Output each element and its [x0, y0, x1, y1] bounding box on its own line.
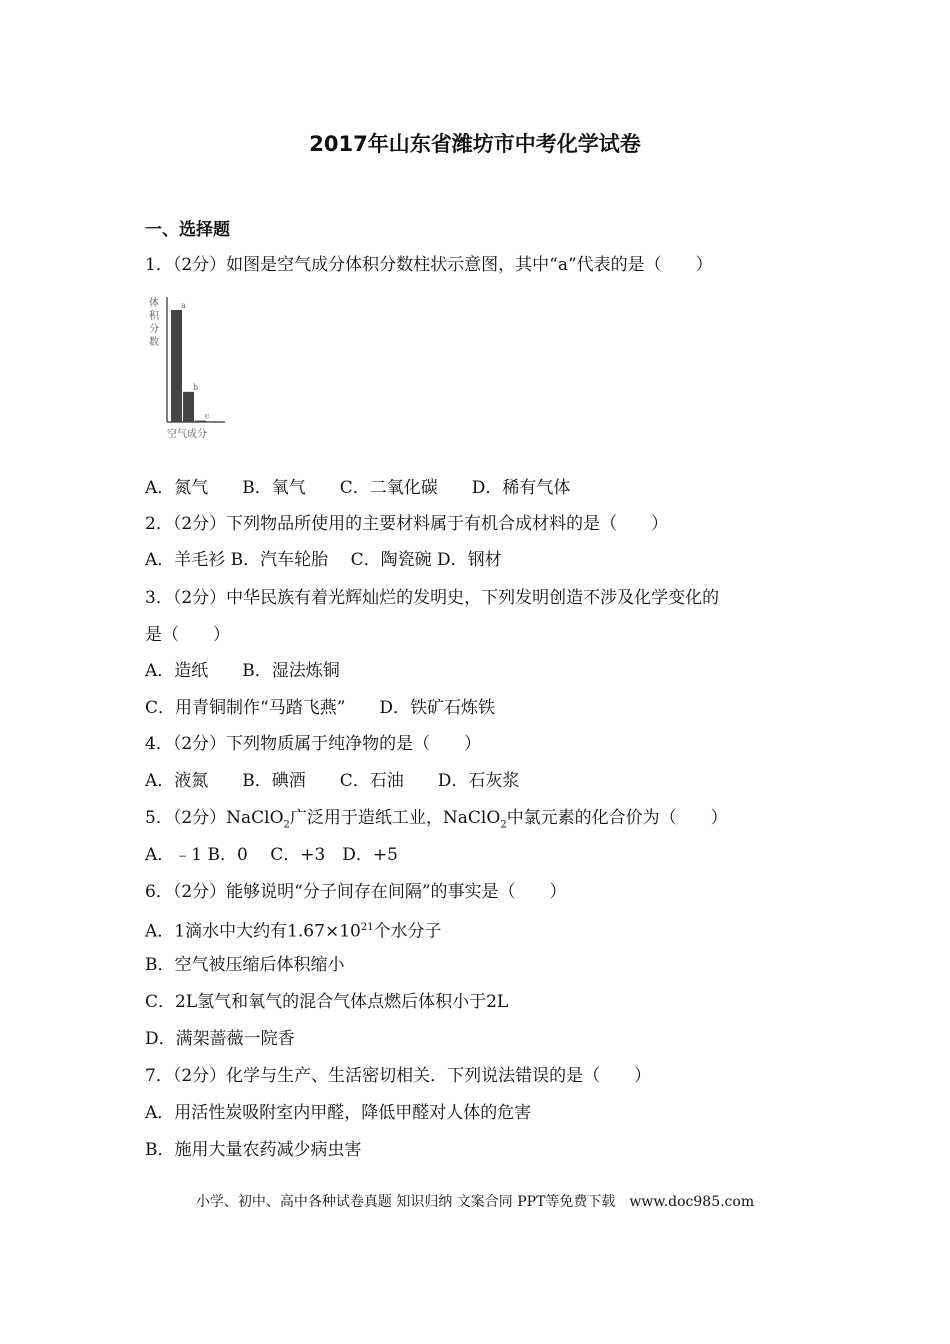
q5-sub1: 2	[283, 819, 290, 831]
bar-label-a: a	[181, 301, 186, 310]
question-4: 4．（2分）下列物质属于纯净物的是（ ）	[145, 734, 482, 754]
ylabel-char: 数	[149, 337, 159, 348]
q5-suffix: 中氯元素的化合价为（ ）	[506, 808, 728, 828]
bar-label-b: b	[193, 382, 199, 392]
chart-xlabel: 空气成分	[167, 429, 207, 440]
q5-middle: 广泛用于造纸工业，NaClO	[289, 808, 501, 828]
question-1-options: A．氮气 B．氧气 C．二氧化碳 D．稀有气体	[145, 478, 571, 498]
section-heading: 一、选择题	[145, 220, 230, 240]
q6-a-post: 个水分子	[373, 921, 442, 942]
ylabel-char: 分	[149, 324, 159, 335]
bar-a	[171, 310, 182, 422]
footer-text: 小学、初中、高中各种试卷真题 知识归纳 文案合同 PPT等免费下载 www.doc985.com	[195, 1194, 755, 1210]
question-5-options: A．﹣1 B．0 C．+3 D．+5	[145, 845, 398, 865]
question-3-options-cd: C．用青铜制作“马踏飞燕” D．铁矿石炼铁	[145, 698, 496, 718]
bar-b	[183, 392, 194, 422]
question-6-option-b: B．空气被压缩后体积缩小	[145, 955, 345, 975]
q5-prefix: 5．（2分）NaClO	[145, 808, 284, 828]
q6-a-sup: 21	[360, 922, 374, 933]
chart-ylabel	[149, 296, 160, 348]
question-6-option-d: D．满架蔷薇一院香	[145, 1029, 295, 1049]
question-1: 1．（2分）如图是空气成分体积分数柱状示意图，其中“a”代表的是（ ）	[145, 255, 713, 275]
question-5	[145, 806, 728, 837]
question-3-line2: 是（ ）	[145, 625, 230, 645]
question-6-option-a	[145, 916, 442, 944]
q5-sub2: 2	[500, 819, 507, 831]
question-7-option-a: A．用活性炭吸附室内甲醛，降低甲醛对人体的危害	[145, 1103, 532, 1123]
page-title: 2017年山东省潍坊市中考化学试卷	[309, 132, 641, 156]
question-6: 6．（2分）能够说明“分子间存在间隔”的事实是（ ）	[145, 882, 567, 902]
question-6-option-c: C．2L氢气和氧气的混合气体点燃后体积小于2L	[145, 992, 509, 1012]
question-7-option-b: B．施用大量农药减少病虫害	[145, 1140, 362, 1160]
question-7: 7．（2分）化学与生产、生活密切相关．下列说法错误的是（ ）	[145, 1066, 652, 1086]
bar-label-c: c	[205, 411, 210, 421]
bar-chart	[145, 292, 229, 442]
q6-a-pre: A．1滴水中大约有1.67×10	[145, 921, 361, 942]
ylabel-char: 积	[149, 311, 159, 322]
question-3-line1: 3．（2分）中华民族有着光辉灿烂的发明史，下列发明创造不涉及化学变化的	[145, 588, 720, 608]
bar-c	[195, 421, 206, 422]
question-4-options: A．液氮 B．碘酒 C．石油 D．石灰浆	[145, 771, 520, 791]
question-2: 2．（2分）下列物品所使用的主要材料属于有机合成材料的是（ ）	[145, 514, 669, 534]
ylabel-char: 体	[149, 298, 159, 309]
question-2-options: A．羊毛衫 B．汽车轮胎 C．陶瓷碗 D．钢材	[145, 550, 502, 570]
question-3-options-ab: A．造纸 B．湿法炼铜	[145, 661, 340, 681]
